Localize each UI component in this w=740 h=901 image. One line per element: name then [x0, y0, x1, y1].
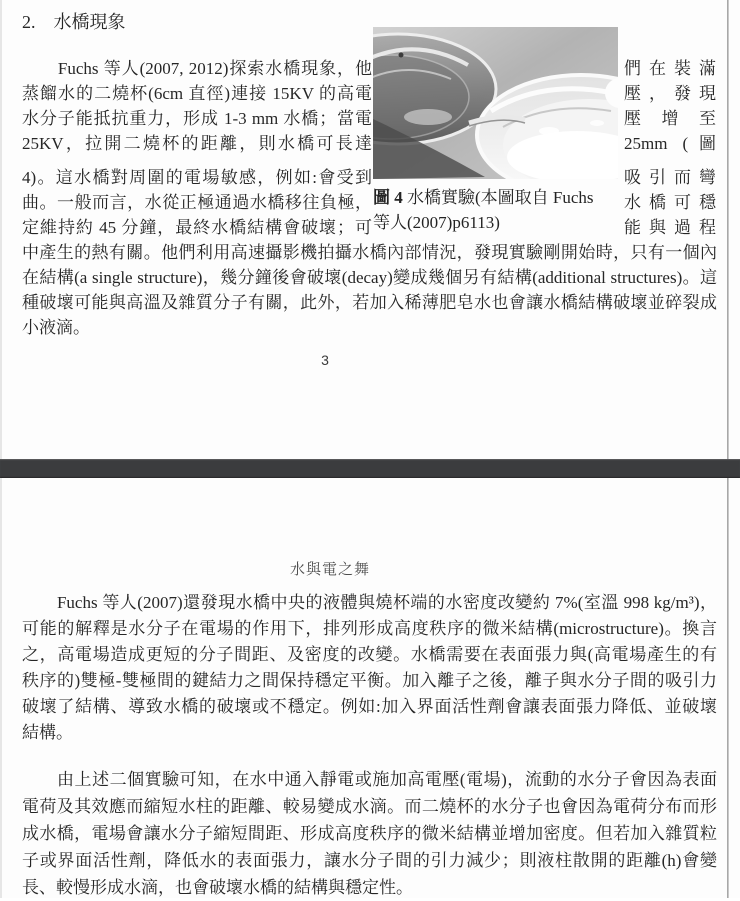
text-line: 能與過程 — [624, 218, 716, 237]
page-left-edge — [0, 478, 2, 898]
text-line: 子或界面活性劑，降低水的表面張力，讓水分子間的引力減少；則液柱散開的距離(h)會變 — [22, 851, 717, 870]
text-line: 25KV，拉開二燒杯的距離，則水橋可長達 — [22, 134, 372, 153]
text-line: 4)。這水橋對周圍的電場敏感，例如:會受到 — [22, 168, 372, 187]
text-line: 結構。 — [22, 723, 73, 742]
text-line: 秩序的)雙極-雙極間的鍵結力之間保持穩定平衡。加入離子之後，離子與水分子間的吸引力 — [22, 671, 717, 690]
text-line: 定維持約 45 分鐘，最終水橋結構會破壞；可 — [22, 218, 372, 237]
text-line: 長、較慢形成水滴，也會破壞水橋的結構與穩定性。 — [22, 878, 413, 897]
text-line: 電荷及其效應而縮短水柱的距離、較易變成水滴。而二燒杯的水分子也會因為電荷分布而形 — [22, 797, 717, 816]
text-line: 之，高電場造成更短的分子間距、及密度的改變。水橋需要在表面張力與(高電場產生的有 — [22, 645, 717, 664]
water-bridge-photo — [373, 27, 618, 179]
page-left-edge — [0, 0, 2, 459]
body-paragraph — [22, 240, 717, 340]
text-line: 由上述二個實驗可知，在水中通入靜電或施加高電壓(電場)，流動的水分子會因為表面 — [22, 770, 717, 789]
text-line: 蒸餾水的二燒杯(6cm 直徑)連接 15KV 的高電 — [22, 84, 372, 103]
text-line: 破壞了結構、導致水橋的破壞或不穩定。例如:加入界面活性劑會讓表面張力降低、並破壞 — [22, 697, 717, 716]
page-right-edge — [727, 478, 729, 898]
page-divider — [0, 459, 740, 478]
text-line: 吸引而彎 — [624, 168, 716, 187]
figure-caption — [373, 185, 611, 235]
text-line: 們在裝滿 — [624, 59, 716, 78]
text-line: 水橋可穩 — [624, 193, 716, 212]
text-line: 中產生的熱有關。他們利用高速攝影機拍攝水橋內部情況，發現實驗剛開始時，只有一個內 — [22, 243, 717, 262]
figure-4 — [373, 27, 619, 235]
text-line: 壓，發現 — [624, 84, 716, 103]
document-page-next — [0, 478, 740, 898]
page-right-edge — [727, 0, 729, 459]
page-number: 3 — [321, 352, 329, 368]
body-paragraph — [22, 766, 717, 901]
text-line: Fuchs 等人(2007)還發現水橋中央的液體與燒杯端的水密度改變約 7%(室溫 998 kg/m³)， — [22, 593, 717, 612]
text-line: 25mm (圖 — [624, 134, 716, 153]
text-line: 種破壞可能與高溫及雜質分子有關，此外，若加入稀薄肥皂水也會讓水橋結構破壞並碎裂成 — [22, 293, 717, 312]
text-line: 小液滴。 — [22, 318, 90, 337]
text-line: 水分子能抵抗重力，形成 1-3 mm 水橋；當電 — [22, 109, 372, 128]
text-line: Fuchs 等人(2007, 2012)探索水橋現象，他 — [22, 59, 372, 78]
running-header: 水與電之舞 — [289, 562, 370, 578]
figure-caption-label: 圖 4 — [373, 188, 403, 207]
text-line: 成水橋，電場會讓水分子縮短間距、形成高度秩序的微米結構並增加密度。但若加入雜質粒 — [22, 824, 717, 843]
wrapped-text-left-column — [22, 56, 372, 240]
text-line: 曲。一般而言，水從正極通過水橋移往負極， — [22, 193, 372, 212]
body-paragraph — [22, 590, 717, 746]
text-line: 可能的解釋是水分子在電場的作用下，排列形成高度秩序的微米結構(microstructure)。換言 — [22, 619, 717, 638]
figure-caption-text: 水橋實驗(本圖取自 Fuchs 等人(2007)p6113) — [373, 188, 594, 232]
section-heading: 2. 水橋現象 — [22, 12, 126, 32]
text-line: 在結構(a single structure)，幾分鐘後會破壞(decay)變成幾個另有結構(additional structures)。這 — [22, 268, 717, 287]
wrapped-text-right-column — [624, 56, 716, 240]
text-line: 壓增至 — [624, 109, 716, 128]
